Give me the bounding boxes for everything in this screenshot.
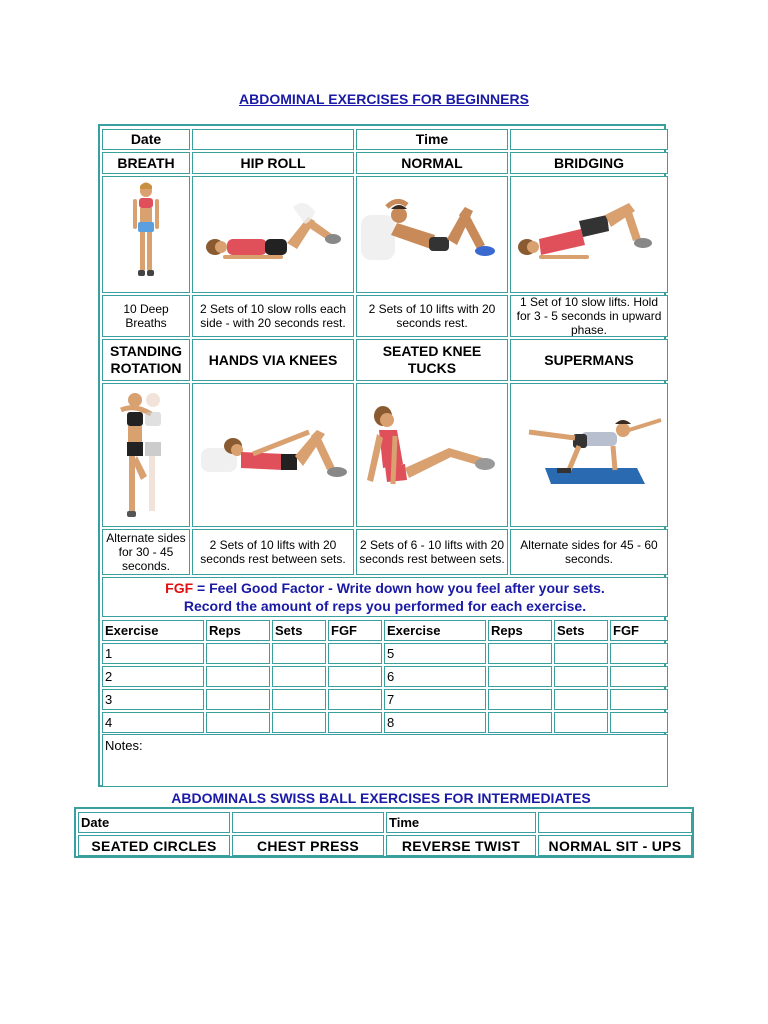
seated-knee-tucks-description: 2 Sets of 6 - 10 lifts with 20 seconds rest between sets. xyxy=(356,529,508,575)
notes-field[interactable] xyxy=(102,734,668,787)
log-reps-field[interactable] xyxy=(488,689,552,710)
seated-knee-tucks-image xyxy=(356,383,508,527)
fgf-definition: = Feel Good Factor - Write down how you feel after your sets. xyxy=(193,580,605,596)
hands-via-knees-image xyxy=(192,383,354,527)
bridging-description: 1 Set of 10 slow lifts. Hold for 3 - 5 seconds in upward phase. xyxy=(510,295,668,337)
section2-time-field[interactable] xyxy=(538,812,692,833)
exercise-name-standing-rotation: STANDING ROTATION xyxy=(102,339,190,381)
fgf-instructions xyxy=(102,577,668,617)
section2-date-field[interactable] xyxy=(232,812,384,833)
log-reps-field[interactable] xyxy=(206,666,270,687)
exercise-name-seated-knee-tucks: SEATED KNEE TUCKS xyxy=(356,339,508,381)
supermans-image xyxy=(510,383,668,527)
exercise-name-seated-circles: SEATED CIRCLES xyxy=(78,835,230,856)
time-label: Time xyxy=(356,129,508,150)
intermediate-exercise-table xyxy=(74,807,694,858)
log-sets-field[interactable] xyxy=(272,666,326,687)
fgf-abbreviation: FGF xyxy=(165,580,194,596)
log-sets-field[interactable] xyxy=(554,712,608,733)
log-sets-field[interactable] xyxy=(554,689,608,710)
log-reps-field[interactable] xyxy=(488,643,552,664)
log-reps-field[interactable] xyxy=(206,689,270,710)
log-exercise-number: 6 xyxy=(384,666,486,687)
log-exercise-number: 5 xyxy=(384,643,486,664)
hip-roll-description: 2 Sets of 10 slow rolls each side - with 20 seconds rest. xyxy=(192,295,354,337)
log-sets-field[interactable] xyxy=(554,666,608,687)
section2-title: ABDOMINALS SWISS BALL EXERCISES FOR INTERMEDIATES xyxy=(171,790,591,806)
log-fgf-field[interactable] xyxy=(328,689,382,710)
section2-time-label: Time xyxy=(386,812,536,833)
log-exercise-number: 7 xyxy=(384,689,486,710)
normal-crunch-image xyxy=(356,176,508,293)
log-header-sets: Sets xyxy=(272,620,326,641)
log-fgf-field[interactable] xyxy=(328,643,382,664)
bridging-image xyxy=(510,176,668,293)
notes-label: Notes: xyxy=(105,738,143,753)
fgf-line-2: Record the amount of reps you performed for each exercise. xyxy=(183,598,587,614)
log-fgf-field[interactable] xyxy=(610,712,668,733)
date-field[interactable] xyxy=(192,129,354,150)
log-exercise-number: 4 xyxy=(102,712,204,733)
log-fgf-field[interactable] xyxy=(328,712,382,733)
date-label: Date xyxy=(102,129,190,150)
log-header-sets-2: Sets xyxy=(554,620,608,641)
log-header-reps-2: Reps xyxy=(488,620,552,641)
log-exercise-number: 2 xyxy=(102,666,204,687)
hip-roll-image xyxy=(192,176,354,293)
breath-image xyxy=(102,176,190,293)
log-reps-field[interactable] xyxy=(206,712,270,733)
standing-rotation-image xyxy=(102,383,190,527)
log-fgf-field[interactable] xyxy=(610,689,668,710)
log-exercise-number: 1 xyxy=(102,643,204,664)
normal-description: 2 Sets of 10 lifts with 20 seconds rest. xyxy=(356,295,508,337)
log-header-fgf-2: FGF xyxy=(610,620,668,641)
log-fgf-field[interactable] xyxy=(610,666,668,687)
log-sets-field[interactable] xyxy=(554,643,608,664)
breath-description: 10 Deep Breaths xyxy=(102,295,190,337)
log-reps-field[interactable] xyxy=(488,666,552,687)
page-title: ABDOMINAL EXERCISES FOR BEGINNERS xyxy=(239,91,529,107)
log-fgf-field[interactable] xyxy=(328,666,382,687)
fgf-line-1 xyxy=(165,579,605,597)
section2-date-label: Date xyxy=(78,812,230,833)
log-exercise-number: 8 xyxy=(384,712,486,733)
log-reps-field[interactable] xyxy=(206,643,270,664)
time-field[interactable] xyxy=(510,129,668,150)
log-exercise-number: 3 xyxy=(102,689,204,710)
exercise-name-bridging: BRIDGING xyxy=(510,152,668,174)
log-sets-field[interactable] xyxy=(272,643,326,664)
exercise-name-supermans: SUPERMANS xyxy=(510,339,668,381)
hands-via-knees-description: 2 Sets of 10 lifts with 20 seconds rest between sets. xyxy=(192,529,354,575)
standing-rotation-description: Alternate sides for 30 - 45 seconds. xyxy=(102,529,190,575)
log-fgf-field[interactable] xyxy=(610,643,668,664)
log-header-fgf: FGF xyxy=(328,620,382,641)
log-reps-field[interactable] xyxy=(488,712,552,733)
log-header-reps: Reps xyxy=(206,620,270,641)
log-header-exercise: Exercise xyxy=(102,620,204,641)
beginner-exercise-table xyxy=(98,124,666,787)
exercise-name-normal-sit-ups: NORMAL SIT - UPS xyxy=(538,835,692,856)
exercise-name-chest-press: CHEST PRESS xyxy=(232,835,384,856)
exercise-name-breath: BREATH xyxy=(102,152,190,174)
log-header-exercise-2: Exercise xyxy=(384,620,486,641)
exercise-name-reverse-twist: REVERSE TWIST xyxy=(386,835,536,856)
supermans-description: Alternate sides for 45 - 60 seconds. xyxy=(510,529,668,575)
exercise-name-normal: NORMAL xyxy=(356,152,508,174)
log-sets-field[interactable] xyxy=(272,712,326,733)
exercise-name-hip-roll: HIP ROLL xyxy=(192,152,354,174)
exercise-name-hands-via-knees: HANDS VIA KNEES xyxy=(192,339,354,381)
log-sets-field[interactable] xyxy=(272,689,326,710)
